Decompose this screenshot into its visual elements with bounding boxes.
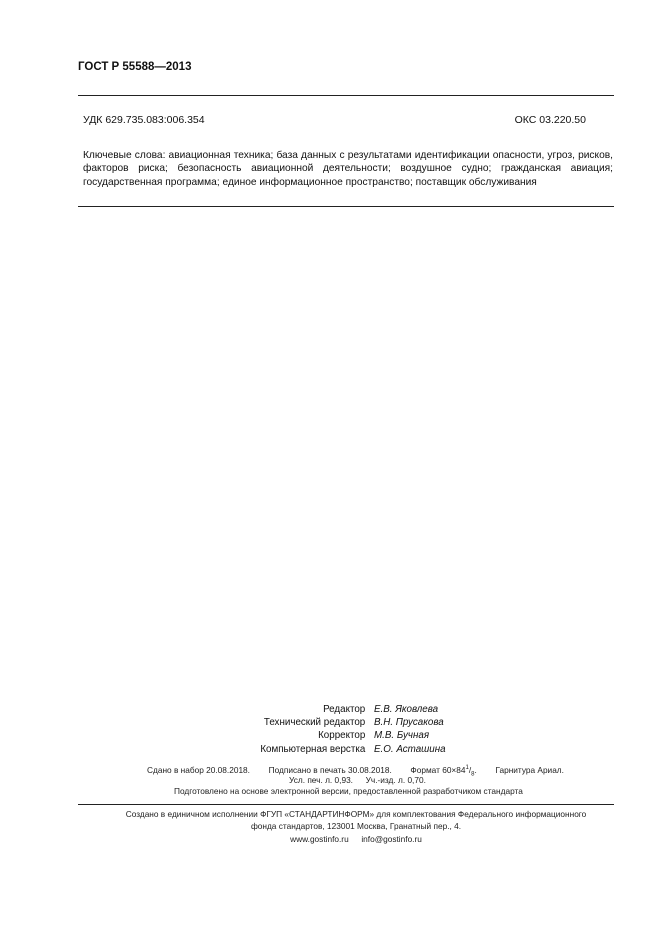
- footer-line-1: Создано в единичном исполнении ФГУП «СТАНДАРТИНФОРМ» для комплектования Федерального информационного: [125, 809, 587, 819]
- staff-role: Технический редактор: [263, 717, 366, 729]
- keywords-paragraph: Ключевые слова: авиационная техника; база данных с результатами идентификации опасности, угроз, рисков, факторов риска; безопасность авиационной деятельности; воздушное судно; гражданская авиация; государственная программа; единое информационное пространство; поставщик обслуживания: [83, 150, 613, 188]
- typeset-date: Сдано в набор 20.08.2018.: [147, 765, 250, 775]
- paper-format: Формат $60\times 84^1/_8$.: [410, 765, 477, 778]
- email-link[interactable]: info@gostinfo.ru: [361, 833, 422, 844]
- keywords-divider: [78, 206, 614, 207]
- staff-row-tech-editor: [180, 716, 480, 729]
- staff-row-layout: [180, 743, 480, 756]
- staff-role: Редактор: [323, 704, 366, 715]
- staff-name: Е.В. Яковлева: [374, 704, 439, 715]
- staff-role: Компьютерная верстка: [260, 743, 366, 755]
- typeface: Гарнитура Ариал.: [495, 765, 564, 775]
- staff-role: Корректор: [318, 730, 366, 742]
- footer-line-2: фонда стандартов, 123001 Москва, Гранатный пер., 4.: [250, 821, 462, 832]
- footer-divider: [78, 804, 614, 805]
- website-link[interactable]: www.gostinfo.ru: [290, 833, 349, 844]
- signed-date: Подписано в печать 30.08.2018.: [268, 765, 392, 775]
- oks-code: ОКС 03.220.50: [514, 114, 586, 126]
- publisher-footer: [90, 808, 622, 845]
- edition-sheets: Уч.-изд. л. 0,70.: [365, 775, 426, 785]
- udc-code: УДК 629.735.083:006.354: [83, 114, 205, 126]
- staff-name: Е.О. Асташина: [374, 743, 446, 755]
- footer-contacts: [90, 833, 622, 845]
- staff-row-proofreader: [180, 729, 480, 742]
- staff-row-editor: [180, 703, 480, 716]
- editorial-staff-list: [180, 703, 480, 756]
- top-divider: [78, 95, 614, 96]
- publication-line-2: [289, 775, 426, 785]
- staff-name: В.Н. Прусакова: [374, 717, 444, 729]
- prepared-note: Подготовлено на основе электронной версии, предоставленной разработчиком стандарта: [174, 786, 523, 796]
- printed-sheets: Усл. печ. л. 0,93.: [289, 775, 353, 785]
- staff-name: М.В. Бучная: [374, 730, 430, 742]
- document-code: ГОСТ Р 55588—2013: [78, 61, 192, 73]
